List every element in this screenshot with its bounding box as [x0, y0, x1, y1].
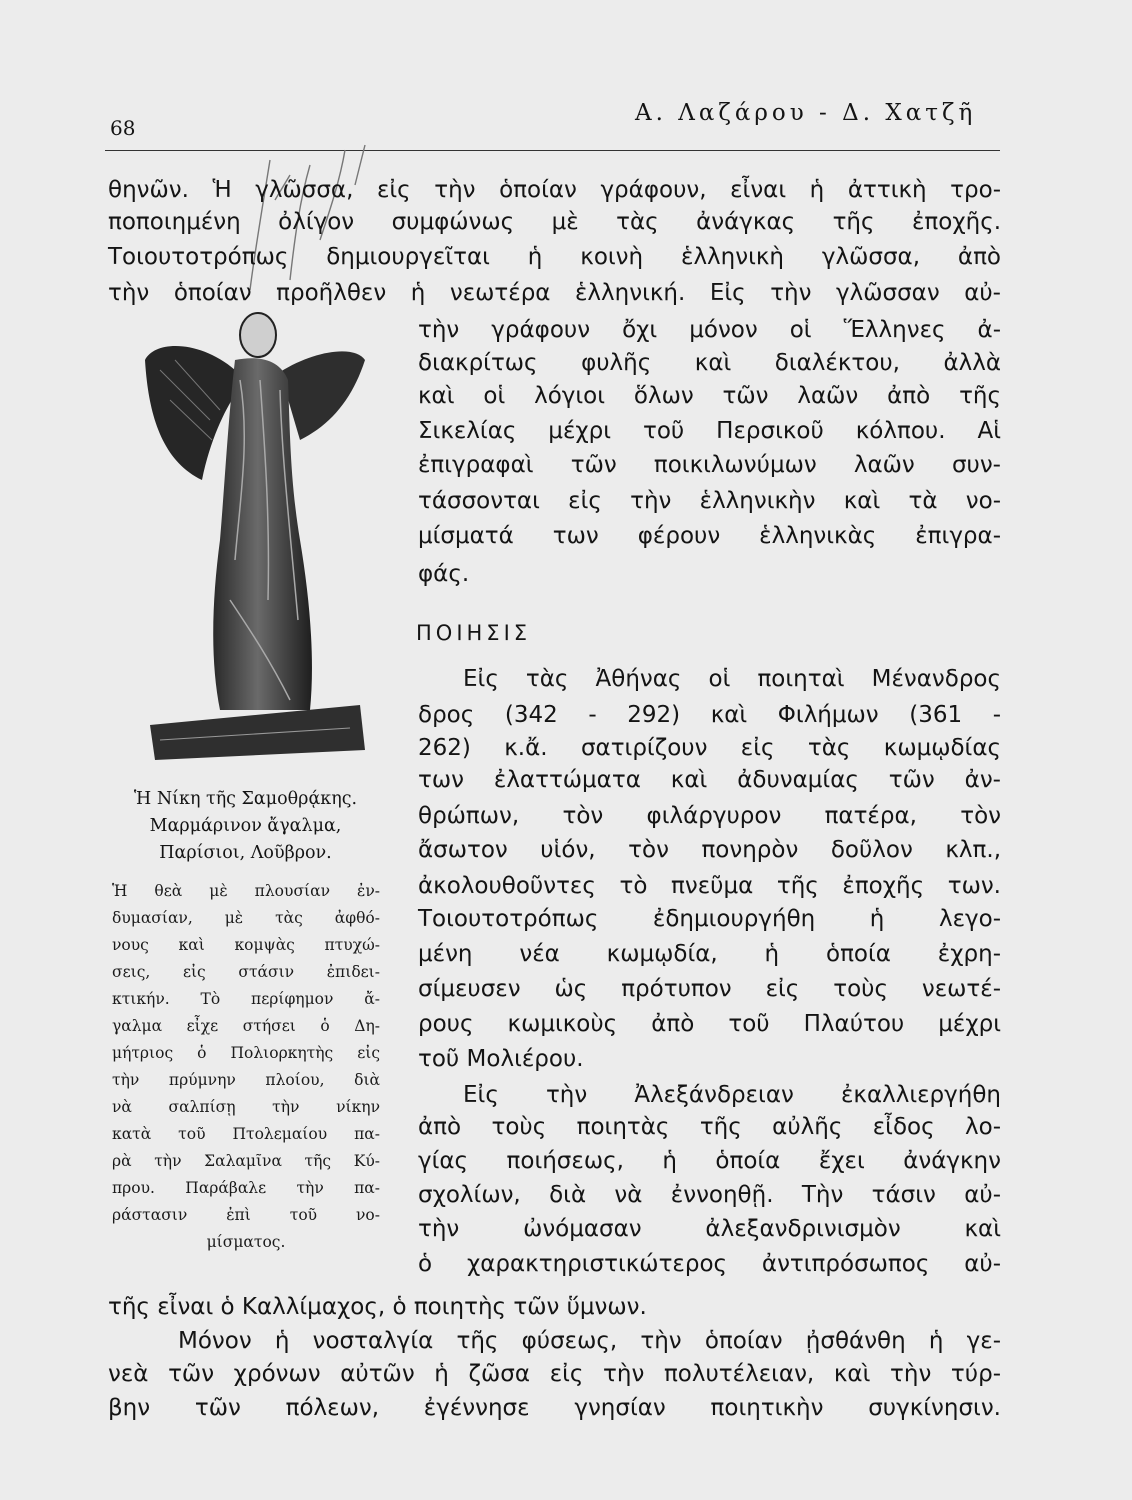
- text-line-col: ἀκολουθοῦντες τὸ πνεῦμα τῆς ἐποχῆς των.: [418, 873, 1001, 899]
- text-line-col: σίμευσεν ὡς πρότυπον εἰς τοὺς νεωτέ-: [418, 976, 1001, 1002]
- note-line: Ἡ θεὰ μὲ πλουσίαν ἐν-: [112, 882, 380, 900]
- note-line: δυμασίαν, μὲ τὰς ἀφθό-: [112, 909, 380, 927]
- note-line: νὰ σαλπίσῃ τὴν νίκην: [112, 1098, 380, 1116]
- text-line-top: ποποιημένη ὀλίγον συμφώνως μὲ τὰς ἀνάγκας τῆς ἐποχῆς.: [108, 209, 1001, 235]
- text-line-bottom: Μόνον ἡ νοσταλγία τῆς φύσεως, τὴν ὁποίαν ᾐσθάνθη ἡ γε-: [178, 1328, 1001, 1354]
- text-line-top: θηνῶν. Ἡ γλῶσσα, εἰς τὴν ὁποίαν γράφουν, εἶναι ἡ ἀττικὴ τρο-: [108, 177, 1001, 203]
- note-line: μήτριος ὁ Πολιορκητὴς εἰς: [112, 1044, 380, 1062]
- caption-line: Ἡ Νίκη τῆς Σαμοθρᾴκης.: [133, 789, 358, 809]
- text-line-col: ὁ χαρακτηριστικώτερος ἀντιπρόσωπος αὐ-: [418, 1251, 1001, 1277]
- nike-statue-illustration: [140, 300, 370, 770]
- note-line: μίσματος.: [206, 1233, 286, 1251]
- note-line: τὴν πρύμνην πλοίου, διὰ: [112, 1071, 380, 1089]
- note-line: ράστασιν ἐπὶ τοῦ νο-: [112, 1206, 380, 1224]
- text-line-col: ἀπὸ τοὺς ποιητὰς τῆς αὐλῆς εἶδος λο-: [418, 1114, 1001, 1140]
- text-line-col: Εἰς τὴν Ἀλεξάνδρειαν ἐκαλλιεργήθη: [463, 1082, 1001, 1108]
- text-line-col: τοῦ Μολιέρου.: [418, 1046, 584, 1072]
- text-line-col: τὴν γράφουν ὄχι μόνον οἱ Ἕλληνες ἀ-: [418, 317, 1001, 343]
- text-line-col: καὶ οἱ λόγιοι ὅλων τῶν λαῶν ἀπὸ τῆς: [418, 383, 1001, 409]
- text-line-col: τάσσονται εἰς τὴν ἑλληνικὴν καὶ τὰ νο-: [418, 488, 1001, 514]
- text-line-top: Τοιουτοτρόπως δημιουργεῖται ἡ κοινὴ ἑλληνικὴ γλῶσσα, ἀπὸ: [108, 244, 1001, 270]
- text-line-col: 262) κ.ἄ. σατιρίζουν εἰς τὰς κωμῳδίας: [418, 735, 1001, 761]
- text-line-bottom: βην τῶν πόλεων, ἐγέννησε γνησίαν ποιητικὴν συγκίνησιν.: [108, 1395, 1001, 1421]
- text-line-col: ρους κωμικοὺς ἀπὸ τοῦ Πλαύτου μέχρι: [418, 1011, 1001, 1037]
- caption-line: Παρίσιοι, Λοῦβρον.: [159, 843, 332, 863]
- note-line: ρὰ τὴν Σαλαμῖνα τῆς Κύ-: [112, 1152, 380, 1170]
- text-line-col: θρώπων, τὸν φιλάργυρον πατέρα, τὸν: [418, 803, 1001, 829]
- text-line-col: Τοιουτοτρόπως ἐδημιουργήθη ἡ λεγο-: [418, 906, 1001, 932]
- text-line-col: φάς.: [418, 561, 470, 587]
- text-line-col: ἐπιγραφαὶ τῶν ποικιλωνύμων λαῶν συν-: [418, 452, 1001, 478]
- note-line: πρου. Παράβαλε τὴν πα-: [112, 1179, 380, 1197]
- text-line-col: μένη νέα κωμῳδία, ἡ ὁποία ἐχρη-: [418, 941, 1001, 967]
- text-line-col: διακρίτως φυλῆς καὶ διαλέκτου, ἀλλὰ: [418, 350, 1001, 376]
- text-line-col: των ἐλαττώματα καὶ ἀδυναμίας τῶν ἀν-: [418, 767, 1001, 793]
- text-line-col: μίσματά των φέρουν ἑλληνικὰς ἐπιγρα-: [418, 523, 1001, 549]
- note-line: νους καὶ κομψὰς πτυχώ-: [112, 936, 380, 954]
- text-line-col: Σικελίας μέχρι τοῦ Περσικοῦ κόλπου. Αἱ: [418, 418, 1001, 444]
- text-line-col: ἄσωτον υἱόν, τὸν πονηρὸν δοῦλον κλπ.,: [418, 837, 1001, 863]
- page-number: 68: [110, 116, 136, 140]
- section-heading: ΠΟΙΗΣΙΣ: [416, 621, 532, 645]
- text-line-top: τὴν ὁποίαν προῆλθεν ἡ νεωτέρα ἑλληνική. Εἰς τὴν γλῶσσαν αὐ-: [108, 280, 1001, 306]
- note-line: γαλμα εἶχε στήσει ὁ Δη-: [112, 1017, 380, 1035]
- note-line: σεις, εἰς στάσιν ἐπιδει-: [112, 963, 380, 981]
- text-line-col: δρος (342 - 292) καὶ Φιλήμων (361 -: [418, 702, 1001, 728]
- figure-caption: [108, 786, 383, 867]
- note-line: κατὰ τοῦ Πτολεμαίου πα-: [112, 1125, 380, 1143]
- text-line-col: γίας ποιήσεως, ἡ ὁποία ἔχει ἀνάγκην: [418, 1148, 1001, 1174]
- note-line: κτικήν. Τὸ περίφημον ἄ-: [112, 990, 380, 1008]
- text-line-bottom: τῆς εἶναι ὁ Καλλίμαχος, ὁ ποιητὴς τῶν ὕμνων.: [108, 1294, 647, 1320]
- caption-line: Μαρμάρινον ἄγαλμα,: [149, 816, 342, 836]
- text-line-col: τὴν ὠνόμασαν ἀλεξανδρινισμὸν καὶ: [418, 1216, 1001, 1242]
- text-line-col: Εἰς τὰς Ἀθήνας οἱ ποιηταὶ Μένανδρος: [463, 666, 1001, 692]
- text-line-bottom: νεὰ τῶν χρόνων αὐτῶν ἡ ζῶσα εἰς τὴν πολυτέλειαν, καὶ τὴν τύρ-: [108, 1361, 1001, 1387]
- running-head: Α. Λαζάρου - Δ. Χατζῆ: [635, 100, 977, 126]
- text-line-col: σχολίων, διὰ νὰ ἐννοηθῇ. Τὴν τάσιν αὐ-: [418, 1182, 1001, 1208]
